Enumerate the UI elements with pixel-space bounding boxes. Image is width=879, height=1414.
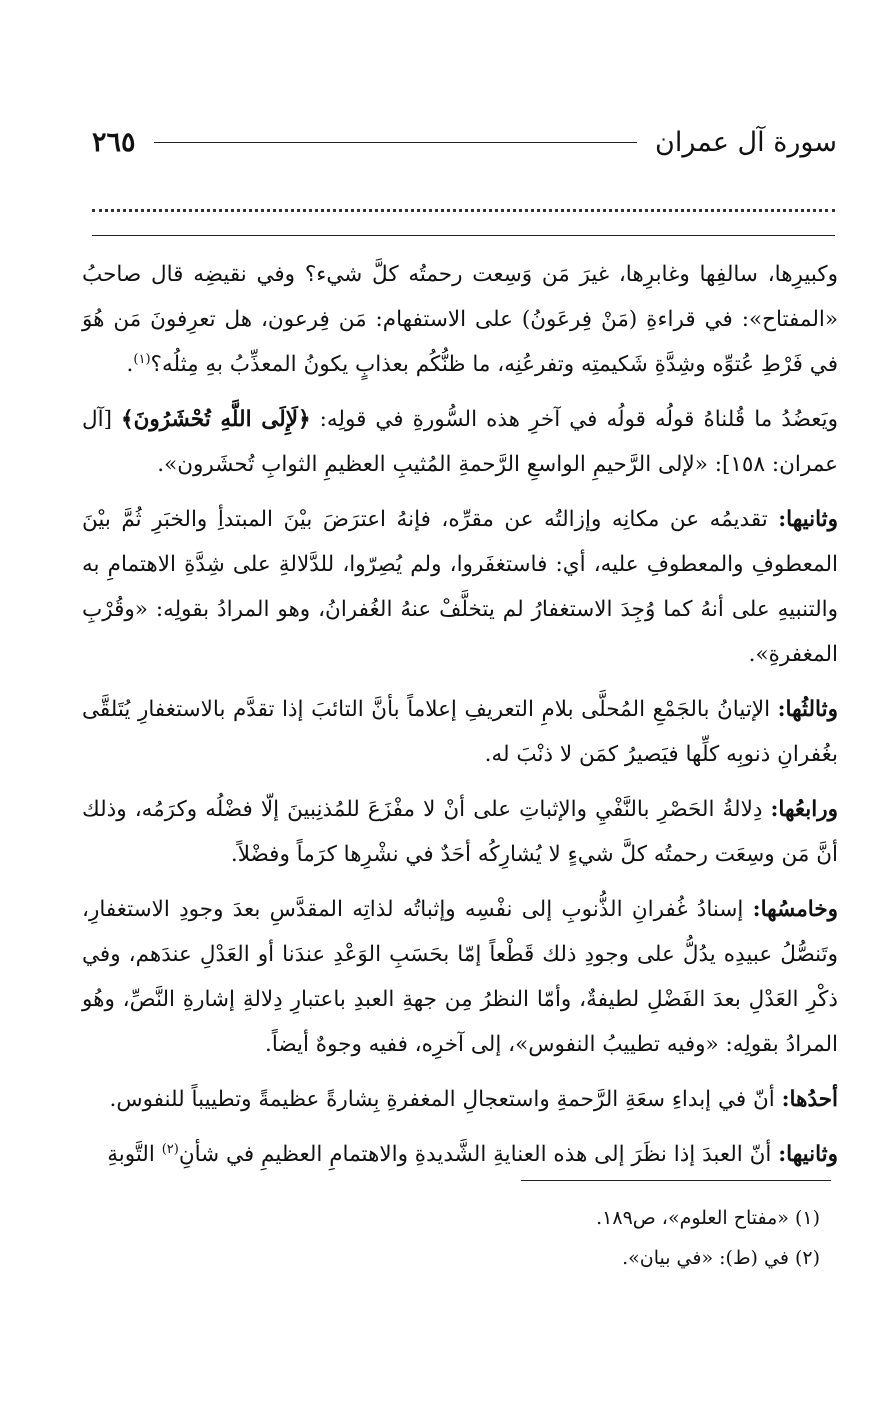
paragraph-4 xyxy=(82,687,838,777)
footnote-ref-1: (١) xyxy=(133,351,151,367)
surah-title: سورة آل عمران xyxy=(655,126,837,158)
footnotes xyxy=(82,1198,820,1278)
paragraph-6 xyxy=(82,887,838,1067)
paragraph-3 xyxy=(82,497,838,677)
paragraph-lead: وثانيها: xyxy=(778,1142,838,1167)
paragraph-1 xyxy=(82,252,838,387)
paragraph-text: الإتيانُ بالجَمْعِ المُحلَّى بلامِ التعريفِ إعلاماً بأنَّ التائبَ إذا تقدَّم بالاستغفارِ يُتَلقَّى بغُفرانِ ذنوبِه كلِّها فيَصيرُ كمَن لا ذنْبَ له. xyxy=(82,697,838,767)
footnote-rule xyxy=(521,1180,831,1181)
paragraph-text: أنّ في إبداءِ سعَةِ الرَّحمةِ واستعجالِ المغفرةِ بِشارةً عظيمةً وتطييباً للنفوس. xyxy=(109,1087,775,1112)
page-header xyxy=(92,118,837,166)
paragraph-2 xyxy=(82,397,838,487)
paragraph-lead: وخامسُها: xyxy=(752,897,838,922)
paragraph-text-after: [آل عمران: ١٥٨]: «لإلى الرَّحيمِ الواسعِ الرَّحمةِ المُثيبِ العظيمِ الثوابِ تُحشَرون». xyxy=(82,407,838,477)
footnote-ref-2: (٢) xyxy=(161,1141,179,1157)
paragraph-text: إسنادُ غُفرانِ الذُّنوبِ إلى نفْسِه وإثباتُه لذاتِه المقدَّسِ بعدَ وجودِ الاستغفارِ، وتَنصُّلُ عبيدِه يدُلُّ على وجودِ ذلك قَطْعاً إمّا بحَسَبِ الوَعْدِ عندَنا أو العَدْلِ عندَهم، وفي ذكْرِ العَدْلِ بعدَ الفَضْلِ لطيفةٌ، وأمّا النظرُ مِن جهةِ العبدِ باعتبارِ دِلالةِ إشارةِ النَّصِّ، وهُو المرادُ بقولِه: «وفيه تطييبُ النفوس»، إلى آخرِه، ففيه وجوهٌ أيضاً. xyxy=(82,897,838,1057)
paragraph-text-after: . xyxy=(126,352,134,377)
paragraph-lead: أحدُها: xyxy=(781,1087,838,1112)
paragraph-text: دِلالةُ الحَصْرِ بالنَّفْيِ والإثباتِ على أنْ لا مفْزَعَ للمُذنِبينَ إلّا فضْلُه وكرَمُه، وذلك أنَّ مَن وسِعَت رحمتُه كلَّ شيءٍ لا يُشارِكُه أحَدٌ في نشْرِها كرَماً وفضْلاً. xyxy=(82,797,838,867)
paragraph-lead: ورابعُها: xyxy=(770,797,838,822)
quran-verse: ﴿لَإِلَى اللَّهِ تُحْشَرُونَ﴾ xyxy=(121,407,311,432)
paragraph-text: تقديمُه عن مكانِه وإزالتُه عن مقرِّه، فإنهُ اعترَضَ بيْنَ المبتدأِ والخبَرِ ثُمَّ بيْنَ المعطوفِ والمعطوفِ عليه، أي: فاستغفَروا، ولم يُصِرّوا، للدَّلالةِ على شِدَّةِ الاهتمامِ به والتنبيهِ على أنهُ كما وُجِدَ الاستغفارُ لم يتخلَّفْ عنهُ الغُفرانُ، وهو المرادُ بقولِه: «وقُرْبِ المغفرةِ». xyxy=(82,507,838,667)
paragraph-8 xyxy=(82,1132,838,1177)
header-separator xyxy=(92,235,835,236)
header-rule xyxy=(154,142,637,143)
page-number: ٢٦٥ xyxy=(92,126,136,158)
paragraph-text: ويَعضُدُ ما قُلناهُ قولُه قولُه في آخرِ هذه السُّورةِ في قولِه: xyxy=(319,407,838,432)
paragraph-text-after: التَّوبةِ xyxy=(107,1142,155,1167)
paragraph-text: وكبيرِها، سالفِها وغابرِها، غيرَ مَن وَسِعت رحمتُه كلَّ شيء؟ وفي نقيضِه قال صاحبُ «المفتاح»: في قراءةِ (مَنْ فِرعَونُ) على الاستفهام: مَن فِرعون، هل تعرِفونَ مَن هُوَ في فَرْطِ عُتوِّه وشِدَّةِ شَكيمتِه وتفرعُنِه، ما ظنُّكُم بعذابٍ يكونُ المعذِّبُ بهِ مِثلُه؟ xyxy=(82,262,838,377)
paragraph-lead: وثانيها: xyxy=(778,507,839,532)
footnote-2: (٢) في (ط): «في بيان». xyxy=(622,1247,820,1269)
paragraph-lead: وثالثُها: xyxy=(777,697,838,722)
footnote-1: (١) «مفتاح العلوم»، ص١٨٩. xyxy=(596,1207,820,1229)
paragraph-text: أنّ العبدَ إذا نظَرَ إلى هذه العنايةِ الشَّديدةِ والاهتمامِ العظيمِ في شأنِ xyxy=(178,1142,772,1167)
paragraph-5 xyxy=(82,787,838,877)
main-text xyxy=(82,252,838,1187)
dotted-separator xyxy=(92,209,835,212)
paragraph-7 xyxy=(82,1077,838,1122)
